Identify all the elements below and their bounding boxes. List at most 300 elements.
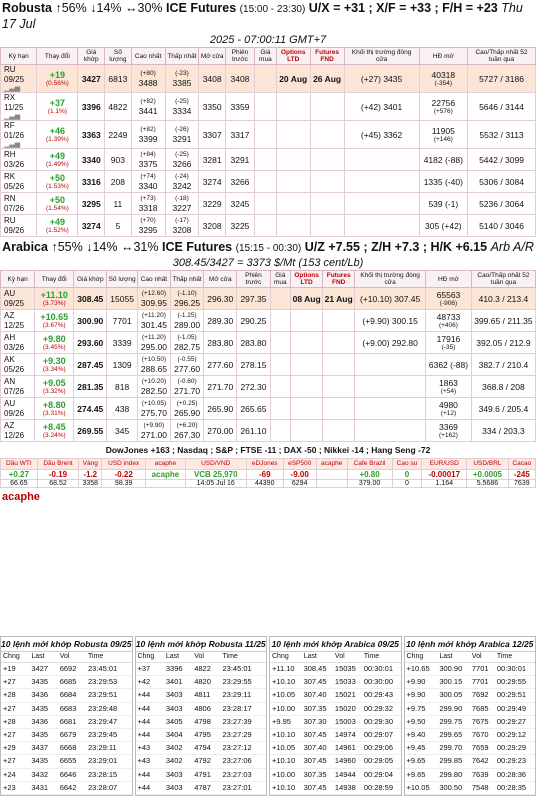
trade-volume: 7642 [470,755,495,768]
trade-change: +29 [1,742,29,755]
bid-price [270,376,291,398]
contract-symbol: AZ 12/25 [4,310,25,330]
closing-volume [344,193,419,215]
trade-time: 00:29:27 [495,715,535,728]
high-change: (+10.20) [141,377,167,385]
bid-price [270,354,291,376]
trade-change: +10.05 [270,689,302,702]
low-cell [171,398,204,420]
trade-change: +44 [136,768,164,781]
trade-change: +27 [1,702,29,715]
futures-fnd [323,310,355,332]
trade-change: +10.10 [270,676,302,689]
trade-row [270,742,401,755]
trade-row [270,755,401,768]
trade-change: +43 [136,742,164,755]
trade-time: 00:29:29 [495,742,535,755]
chart-icon[interactable]: ▁▃▅ [4,141,21,148]
col-header-cao-nhat: Cao nhất [137,271,170,288]
table-row[interactable] [1,376,536,398]
trade-row [136,768,267,781]
market-value[interactable]: -9.00 [283,470,316,480]
market-sub-value [146,480,185,488]
market-header: Cao su [392,459,422,470]
trades-box [0,636,133,796]
closing-volume [355,354,426,376]
prev-price: 3225 [225,215,254,237]
open-interest-change: (-35) [441,343,456,351]
brand-logo[interactable]: acaphe [2,491,40,503]
low-change: (-26) [175,125,189,133]
low-change: (-1.25) [177,311,197,319]
open-interest-value: 4182 (-88) [423,154,463,165]
trade-volume: 14974 [333,729,362,742]
arabica-extra: Arb A/R [490,240,534,254]
change-cell [37,93,78,121]
market-sub-value: 379.00 [347,480,392,488]
low-cell [171,420,204,442]
options-ltd [276,171,310,193]
closing-volume: (+9.00) 292.80 [355,332,426,354]
robusta-header [0,0,536,33]
trade-row [1,676,132,689]
market-value[interactable]: VCB 25,970 [185,470,246,480]
options-ltd [291,376,323,398]
trade-time: 00:28:59 [362,781,401,794]
range-52-week: 5727 / 3186 [468,65,536,93]
options-ltd [291,310,323,332]
low-value: 3208 [172,224,192,235]
open-price: 270.00 [204,420,237,442]
change-value: +8.80 [42,399,66,410]
open-interest [419,215,467,237]
trade-change: +28 [1,715,29,728]
futures-fnd [323,288,355,310]
prev-price: 3266 [225,171,254,193]
trade-last: 3437 [29,742,57,755]
trade-last: 3402 [164,742,192,755]
trade-change: +10.00 [270,702,302,715]
table-row[interactable] [1,215,536,237]
market-sub-value: 44390 [246,480,283,488]
high-cell [137,310,170,332]
col-header-gia-mua: Giá mua [254,48,276,65]
recent-trades [0,636,536,796]
last-price-value: 3427 [81,73,101,84]
trade-volume: 14960 [333,755,362,768]
trade-change: +9.40 [405,729,438,742]
low-value: 3385 [172,77,192,88]
low-value: 289.00 [174,319,201,330]
trade-change: +10.10 [270,729,302,742]
trade-row [136,729,267,742]
trade-last: 3402 [164,755,192,768]
volume: 208 [105,171,132,193]
low-change: (-1.05) [177,333,197,341]
contract-cell[interactable] [1,93,37,121]
high-cell [131,65,165,93]
options-ltd [276,215,310,237]
table-row[interactable] [1,398,536,420]
options-ltd [291,332,323,354]
contract-cell[interactable] [1,193,37,215]
low-cell [165,149,199,171]
trade-change: +28 [1,689,29,702]
open-interest-value: 40318 [431,69,456,80]
trade-last: 3401 [164,676,192,689]
open-interest [426,288,472,310]
trade-row [405,742,536,755]
high-cell [137,420,170,442]
trade-time: 00:28:36 [495,768,535,781]
futures-fnd-value: 26 Aug [313,73,342,84]
trade-change: +9.90 [405,676,438,689]
trades-box [269,636,402,796]
trade-last: 299.80 [437,768,470,781]
contract-symbol: RN 07/26 [4,193,25,213]
trade-change: +44 [136,689,164,702]
table-row[interactable] [1,93,536,121]
contract-cell[interactable] [1,420,35,442]
options-ltd [276,193,310,215]
trade-time: 00:29:23 [495,755,535,768]
market-value[interactable]: +0.0005 [467,470,508,480]
trade-time: 23:45:01 [221,663,267,676]
closing-volume: (+42) 3401 [344,93,419,121]
change-percent: (3.31%) [42,409,66,417]
high-cell [137,288,170,310]
market-value[interactable]: -0.19 [37,470,79,480]
table-row[interactable] [1,332,536,354]
high-change: (+73) [140,194,156,202]
volume: 438 [107,398,137,420]
prev-price: 3408 [225,65,254,93]
table-row[interactable] [1,420,536,442]
market-header: USD index [102,459,146,470]
trade-time: 23:27:01 [221,781,267,794]
market-header: USD/VND [185,459,246,470]
closing-volume [355,398,426,420]
trade-row [270,715,401,728]
market-header: acaphe [146,459,185,470]
open-interest-value: 11905 [431,125,455,136]
range-52-week: 410.3 / 213.4 [471,288,535,310]
high-cell [131,215,165,237]
volume: 903 [105,149,132,171]
trade-volume: 7692 [470,689,495,702]
trade-volume: 7670 [470,729,495,742]
trade-last: 307.45 [302,676,333,689]
trade-last: 307.40 [302,742,333,755]
table-row[interactable] [1,121,536,149]
last-price-value: 287.45 [77,359,104,370]
trades-col-chng: Chng [270,652,302,663]
trade-time: 23:29:47 [86,715,132,728]
change-percent: (3.24%) [42,431,66,439]
trade-last: 3435 [29,702,57,715]
contract-symbol: AZ 12/26 [4,420,25,440]
last-price [78,171,105,193]
market-value[interactable] [316,470,347,480]
contract-symbol: AU 09/26 [4,398,25,418]
prev-price: 3291 [225,149,254,171]
table-row[interactable] [1,65,536,93]
trade-time: 23:28:07 [86,781,132,794]
change-cell [35,288,74,310]
trade-last: 3403 [164,768,192,781]
contract-cell[interactable] [1,398,35,420]
bid-price [254,65,276,93]
trade-last: 3435 [29,755,57,768]
volume: 7701 [107,310,137,332]
col-header-khoi: Khối thị trường đóng cửa [355,271,426,288]
range-52-week: 392.05 / 212.9 [471,332,535,354]
last-price [74,398,107,420]
trade-row [270,781,401,794]
trade-change: +10.05 [270,742,302,755]
contract-cell[interactable] [1,149,37,171]
trade-last: 307.35 [302,768,333,781]
trade-volume: 15033 [333,676,362,689]
volume: 3339 [107,332,137,354]
trades-col-time: Time [86,652,132,663]
market-value[interactable]: -0.00017 [422,470,467,480]
trade-row [1,663,132,676]
prev-price: 3317 [225,121,254,149]
high-value: 295.00 [140,341,167,352]
change-cell [35,420,74,442]
markets-table [0,458,536,488]
contract-symbol: RU 09/26 [4,215,25,235]
bid-price [254,193,276,215]
prev-price: 3245 [225,193,254,215]
robusta-down: ↓14% [90,1,122,15]
trade-change: +9.75 [405,702,438,715]
low-cell [171,354,204,376]
market-value[interactable]: -0.22 [102,470,146,480]
chart-icon[interactable]: ▁▃▅ [4,85,21,92]
trade-volume: 6681 [58,715,86,728]
last-price-value: 308.45 [77,293,104,304]
trade-time: 23:28:15 [86,768,132,781]
trade-time: 00:29:04 [362,768,401,781]
options-ltd-value: 08 Aug [292,293,321,304]
market-header: Vàng [79,459,102,470]
trades-col-last: Last [164,652,192,663]
trade-time: 00:29:06 [362,742,401,755]
table-row[interactable] [1,193,536,215]
high-change: (+84) [140,150,156,158]
low-value: 296.25 [174,297,201,308]
futures-fnd [310,93,344,121]
trade-change: +44 [136,781,164,794]
open-interest [426,354,472,376]
open-interest [426,376,472,398]
col-header-gia-mua: Giá mua [270,271,291,288]
high-change: (+82) [140,97,156,105]
trade-time: 00:28:35 [495,781,535,794]
last-price-value: 3316 [81,176,101,187]
prev-price: 283.80 [237,332,270,354]
low-value: 277.60 [174,363,201,374]
trade-time: 00:29:55 [495,676,535,689]
trade-row [405,702,536,715]
high-value: 3318 [138,202,158,213]
contract-cell[interactable] [1,376,35,398]
trade-last: 3403 [164,702,192,715]
options-ltd [291,420,323,442]
robusta-table [0,47,536,237]
open-interest [419,171,467,193]
market-value[interactable]: +0.27 [1,470,38,480]
last-price-value: 3295 [81,198,101,209]
change-value: +9.05 [42,377,66,388]
market-value[interactable]: -69 [246,470,283,480]
trades-title: 10 lệnh mới khớp Robusta 09/25 [1,637,132,652]
change-value: +50 [49,172,66,183]
market-header: Dầu WTI [1,459,38,470]
trade-volume: 7675 [470,715,495,728]
contract-cell[interactable] [1,288,35,310]
trade-last: 300.50 [437,781,470,794]
closing-volume: (+45) 3362 [344,121,419,149]
open-interest [419,149,467,171]
trade-volume: 7685 [470,702,495,715]
table-row[interactable] [1,171,536,193]
open-interest [419,93,467,121]
volume: 5 [105,215,132,237]
market-value[interactable]: 0 [392,470,422,480]
arabica-title: Arabica [2,240,48,254]
trade-volume: 4822 [192,663,220,676]
trade-time: 00:30:01 [495,663,535,676]
volume: 345 [107,420,137,442]
contract-symbol: AU 09/25 [4,288,25,308]
change-cell [37,65,78,93]
futures-fnd [323,420,355,442]
arabica-up: ↑55% [51,240,83,254]
change-value: +8.45 [42,421,66,432]
low-change: (-18) [175,194,189,202]
open-interest-change: (+12) [440,409,457,417]
market-value[interactable]: -1.2 [79,470,102,480]
contract-cell[interactable] [1,171,37,193]
trade-change: +9.50 [405,715,438,728]
high-change: (+80) [140,69,156,77]
col-header-hd-mo: HĐ mở [419,48,467,65]
trade-row [270,768,401,781]
trades-col-vol: Vol [333,652,362,663]
market-value[interactable]: +0.80 [347,470,392,480]
market-sub-value: 98.39 [102,480,146,488]
contract-cell[interactable] [1,65,37,93]
col-header-phien-truoc: Phiên trước [225,48,254,65]
open-interest-change: (+406) [438,321,458,329]
open-interest-change: (+162) [438,431,458,439]
last-price-value: 269.55 [77,425,104,436]
trade-volume: 6668 [58,742,86,755]
trade-last: 3435 [29,729,57,742]
open-interest [419,193,467,215]
table-row[interactable] [1,288,536,310]
high-value: 271.00 [140,429,167,440]
trade-row [405,715,536,728]
trade-last: 300.15 [437,676,470,689]
market-sub-value: 5.5686 [467,480,508,488]
trades-box [135,636,268,796]
trade-change: +9.65 [405,755,438,768]
closing-volume [355,376,426,398]
table-row[interactable] [1,149,536,171]
open-interest-value: 4980 [439,399,458,410]
col-header-hd-mo: HĐ mở [426,271,472,288]
change-percent: (3.73%) [42,299,66,307]
contract-cell[interactable] [1,332,35,354]
last-price [78,215,105,237]
trade-volume: 7701 [470,676,495,689]
contract-cell[interactable] [1,310,35,332]
trade-time: 23:27:03 [221,768,267,781]
change-percent: (0.56%) [46,79,69,87]
trade-last: 300.05 [437,689,470,702]
change-cell [37,121,78,149]
chart-icon[interactable]: ▁▃▅ [4,113,21,120]
trade-time: 23:29:48 [86,702,132,715]
trade-last: 307.40 [302,689,333,702]
high-value: 275.70 [140,407,167,418]
trade-row [405,676,536,689]
change-cell [37,149,78,171]
prev-price: 290.25 [237,310,270,332]
last-price-value: 3396 [81,101,101,112]
trades-col-time: Time [495,652,535,663]
futures-fnd [310,215,344,237]
arabica-flat: ↔31% [120,240,159,254]
change-cell [35,332,74,354]
trade-row [1,715,132,728]
trade-last: 300.90 [437,663,470,676]
bid-price [254,171,276,193]
trades-col-vol: Vol [192,652,220,663]
trade-last: 3427 [29,663,57,676]
contract-cell[interactable] [1,121,37,149]
open-price: 271.70 [204,376,237,398]
change-percent: (1.49%) [46,160,69,168]
trade-time: 23:27:06 [221,755,267,768]
open-price: 283.80 [204,332,237,354]
table-row[interactable] [1,310,536,332]
open-interest-value: 22756 [431,97,456,108]
contract-cell[interactable] [1,215,37,237]
trade-last: 308.45 [302,663,333,676]
closing-volume [344,171,419,193]
volume: 1309 [107,354,137,376]
low-value: 3227 [172,202,192,213]
market-value[interactable]: acaphe [146,470,185,480]
trade-row [270,729,401,742]
trade-last: 3431 [29,781,57,794]
trade-change: +9.95 [270,715,302,728]
table-row[interactable] [1,354,536,376]
market-value[interactable]: -245 [508,470,535,480]
trades-col-chng: Chng [1,652,29,663]
trade-row [1,755,132,768]
col-header-thap-nhat: Thấp nhất [171,271,204,288]
trade-time: 23:29:01 [86,755,132,768]
open-price: 277.60 [204,354,237,376]
contract-cell[interactable] [1,354,35,376]
robusta-exchange: ICE Futures [166,1,237,15]
